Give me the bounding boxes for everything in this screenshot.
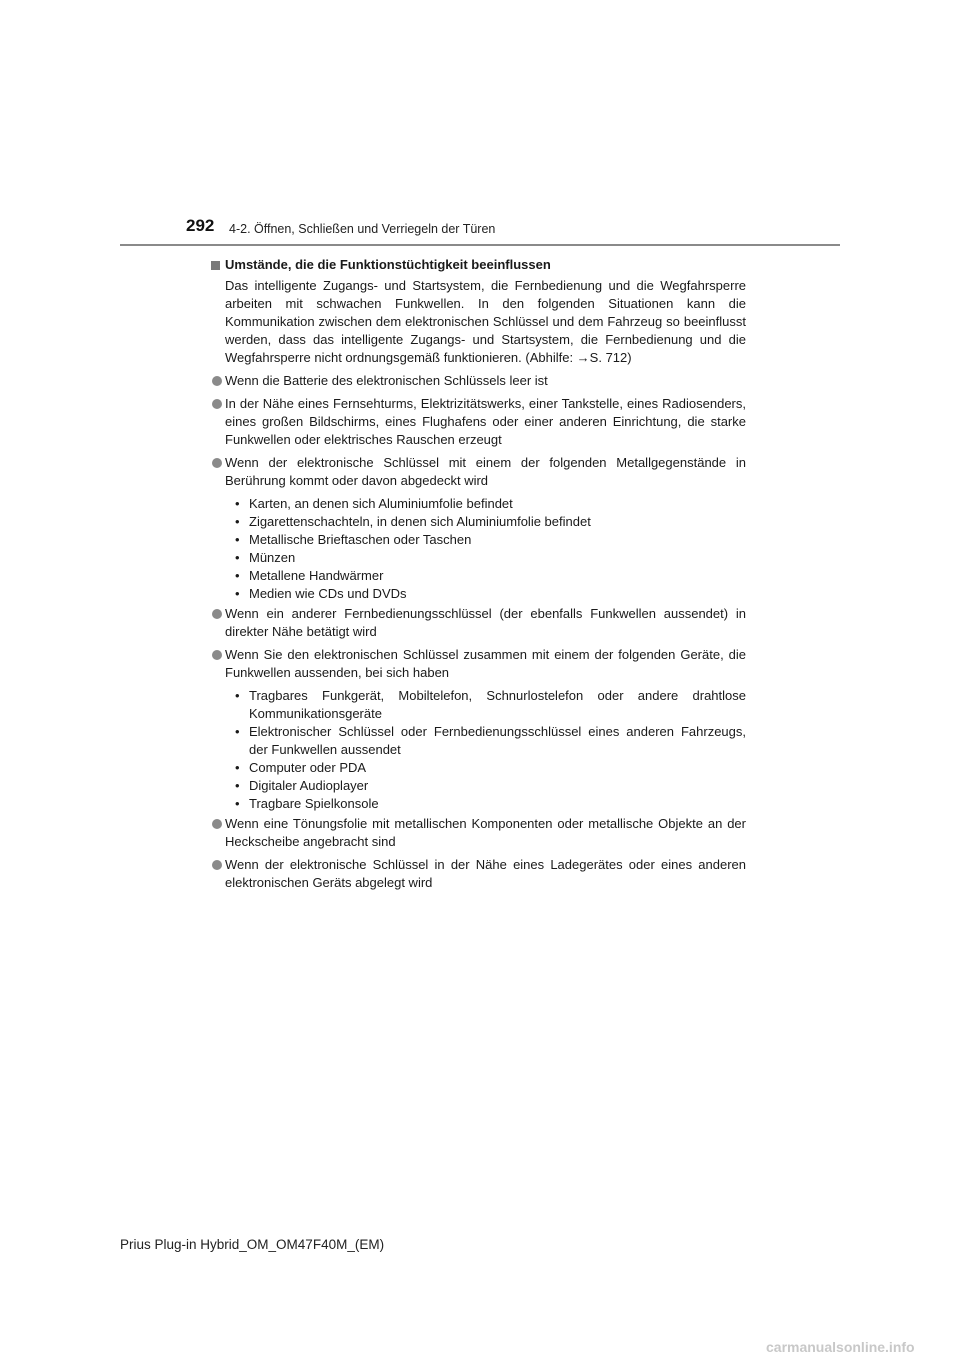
chapter-title: 4-2. Öffnen, Schließen und Verriegeln der Türen [229,222,496,236]
watermark[interactable]: carmanualsonline.info [766,1339,915,1355]
list-item [211,395,746,449]
footer-model: Prius Plug-in Hybrid_OM_OM47F40M_(EM) [120,1237,385,1252]
section-heading-text: Umstände, die die Funktionstüchtigkeit beeinflussen [225,257,551,272]
devices-list [225,687,746,813]
list-item [211,372,746,390]
sub-list-item: • Tragbare Spielkonsole [235,796,379,811]
section-heading [211,256,746,274]
sub-list-item: • Zigarettenschachteln, in denen sich Aluminiumfolie befindet [235,514,591,529]
list-item-text: Wenn Sie den elektronischen Schlüssel zusammen mit einem der folgenden Geräte, die Funkwellen aussenden, bei sich haben [225,647,746,680]
list-item [211,856,746,892]
circle-bullet-icon [212,860,222,870]
sub-list-item: • Metallische Brieftaschen oder Taschen [235,532,472,547]
circle-bullet-icon [212,399,222,409]
list-item-text: Wenn ein anderer Fernbedienungsschlüssel (der ebenfalls Funkwellen aussendet) in direkter Nähe betätigt wird [225,606,746,639]
sub-list-item: • Karten, an denen sich Aluminiumfolie befindet [235,496,513,511]
circle-bullet-icon [212,650,222,660]
list-item [211,646,746,682]
square-bullet-icon [211,261,220,270]
main-content [211,256,746,897]
sub-list-item: • Münzen [235,550,296,565]
list-item-text: Wenn der elektronische Schlüssel mit einem der folgenden Metallgegenstände in Berührung kommt oder davon abgedeckt wird [225,455,746,488]
header-rule [120,244,840,246]
sub-list-item: • Digitaler Audioplayer [235,778,369,793]
circle-bullet-icon [212,376,222,386]
sub-list-item: • Elektronischer Schlüssel oder Fernbedienungsschlüssel eines anderen Fahrzeugs, der Funkwellen aussendet [235,724,746,757]
sub-list-item: • Tragbares Funkgerät, Mobiltelefon, Schnurlostelefon oder andere drahtlose Kommunikationsgeräte [235,688,746,721]
list-item [211,605,746,641]
circle-bullet-icon [212,609,222,619]
list-item-text: Wenn der elektronische Schlüssel in der Nähe eines Ladegerätes oder eines anderen elektronischen Geräts abgelegt wird [225,857,746,890]
list-item-text: Wenn die Batterie des elektronischen Schlüssels leer ist [225,373,548,388]
sub-list-item: • Computer oder PDA [235,760,367,775]
list-item [211,815,746,851]
metal-objects-list [225,495,746,603]
sub-list-item: • Metallene Handwärmer [235,568,384,583]
list-item-text: Wenn eine Tönungsfolie mit metallischen Komponenten oder metallische Objekte an der Heckscheibe angebracht sind [225,816,746,849]
circle-bullet-icon [212,458,222,468]
list-item-text: In der Nähe eines Fernsehturms, Elektrizitätswerks, einer Tankstelle, eines Radiosenders, eines großen Bildschirms, eines Flughafens oder einer anderen Einrichtung, die starke Funkwellen oder elektrisches Rauschen erzeugt [225,396,746,447]
intro-paragraph: Das intelligente Zugangs- und Startsystem, die Fernbedienung und die Wegfahrsperre arbeiten mit schwachen Funkwellen. In den folgenden Situationen kann die Kommunikation zwischen dem elektronischen Schlüssel und dem Fahrzeug so beeinflusst werden, dass das intelligente Zugangs- und Startsystem, die Fernbedienung und die Wegfahrsperre nicht ordnungsgemäß funktionieren. (Abhilfe: →S. 712) [225,278,746,365]
sub-list-item: • Medien wie CDs und DVDs [235,586,407,601]
circle-bullet-icon [212,819,222,829]
page-number: 292 [186,216,215,235]
list-item [211,454,746,490]
